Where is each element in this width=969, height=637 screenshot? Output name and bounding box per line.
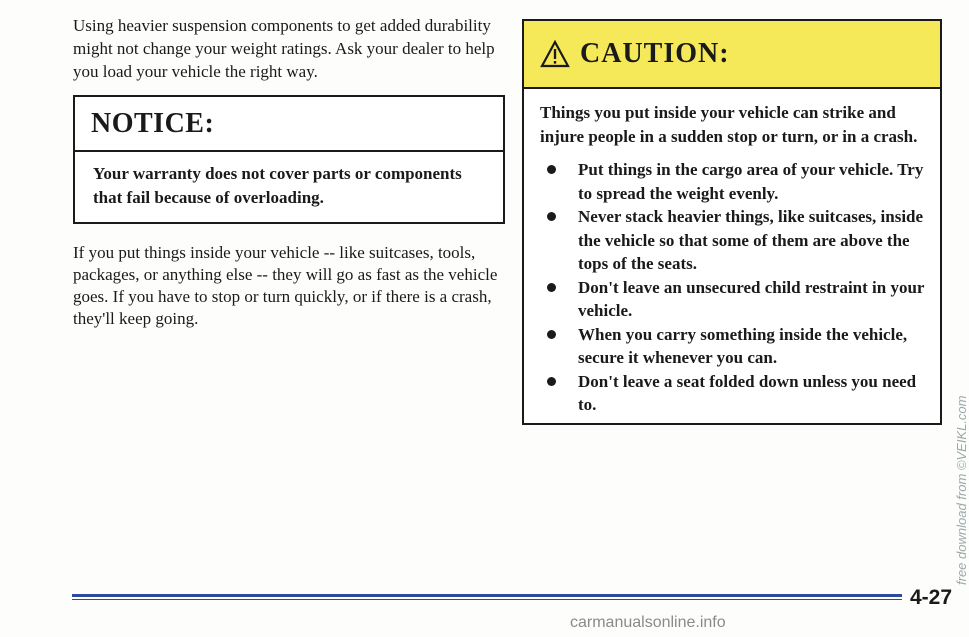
notice-box xyxy=(73,95,505,224)
list-item xyxy=(540,205,926,276)
footer-rule-thin xyxy=(72,599,902,600)
warning-triangle-icon xyxy=(540,40,570,68)
list-item xyxy=(540,323,926,370)
caution-bullet-list xyxy=(540,158,926,417)
list-item xyxy=(540,158,926,205)
notice-text: Your warranty does not cover parts or components that fail because of overloading. xyxy=(93,164,462,207)
left-column xyxy=(73,14,513,83)
bullet-text: Put things in the cargo area of your vehicle. Try to spread the weight evenly. xyxy=(578,160,924,203)
bullet-icon xyxy=(547,377,556,386)
list-item xyxy=(540,370,926,417)
bullet-text: Don't leave a seat folded down unless you need to. xyxy=(578,371,917,414)
notice-heading: NOTICE: xyxy=(75,97,503,152)
bullet-text: Don't leave an unsecured child restraint in your vehicle. xyxy=(578,277,925,320)
intro-paragraph: Using heavier suspension components to get added durability might not change your weight ratings. Ask your dealer to help you load your vehicle the right way. xyxy=(73,16,495,81)
bullet-icon xyxy=(547,330,556,339)
bullet-icon xyxy=(547,165,556,174)
caution-body xyxy=(524,89,940,417)
list-item xyxy=(540,276,926,323)
bullet-text: When you carry something inside the vehicle, secure it whenever you can. xyxy=(578,324,908,367)
source-site[interactable]: carmanualsonline.info xyxy=(570,614,726,631)
footer-rule xyxy=(72,594,902,597)
bullet-icon xyxy=(547,283,556,292)
cargo-paragraph: If you put things inside your vehicle -- like suitcases, tools, packages, or anything else -- they will go as fast as the vehicle goes. If you have to stop or turn quickly, or if there is a crash, they'll keep going. xyxy=(73,243,498,328)
page-number: 4-27 xyxy=(910,586,953,609)
watermark xyxy=(936,345,969,585)
bullet-text: Never stack heavier things, like suitcases, inside the vehicle so that some of them are above the tops of the seats. xyxy=(578,207,924,273)
watermark-text: free download from ©VEIKL.com xyxy=(954,395,969,585)
caution-intro: Things you put inside your vehicle can strike and injure people in a sudden stop or turn, or in a crash. xyxy=(540,103,918,146)
bullet-icon xyxy=(547,212,556,221)
caution-header xyxy=(524,21,940,89)
caution-box xyxy=(522,19,942,425)
caution-heading: CAUTION: xyxy=(580,38,730,69)
